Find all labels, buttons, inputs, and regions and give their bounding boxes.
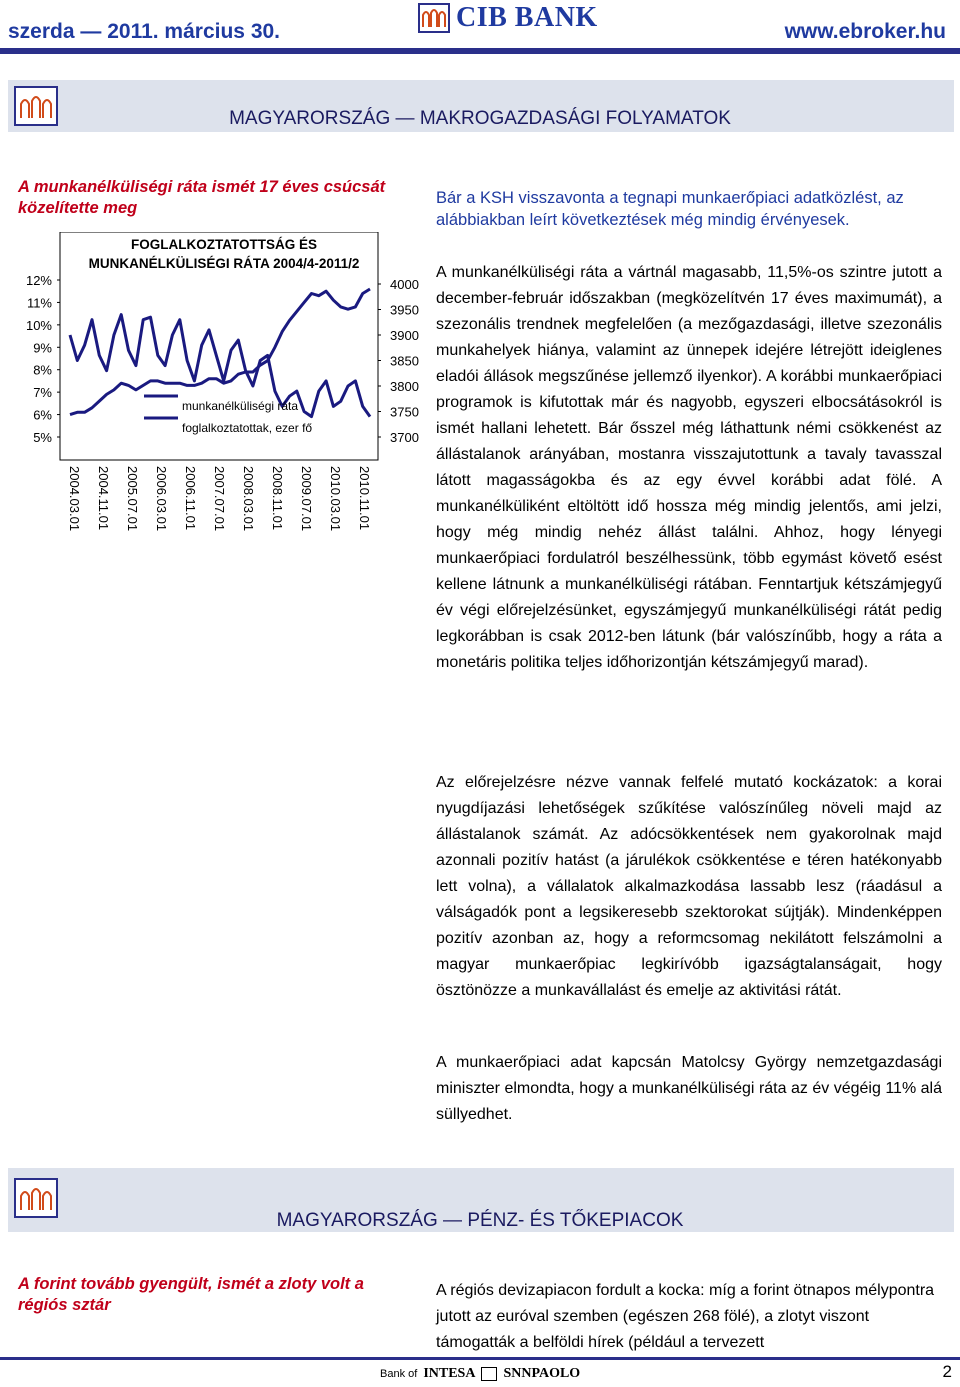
sanpaolo-icon [481,1367,497,1381]
left-axis-tick: 10% [25,317,52,333]
intesa-sanpaolo-logo [380,1366,580,1382]
x-axis-tick: 2005.07.01 [125,466,140,532]
side-heading-unemployment: A munkanélküliségi ráta ismét 17 éves csúcsát közelítette meg [18,178,386,217]
left-axis-tick: 5% [33,430,52,445]
body-paragraph-1: A munkanélküliségi ráta a vártnál magasabb, 11,5%-os szintre jutott a december-február időszakban (megközelítvén 17 éves maximumát), a szezonális trendnek megfelelően (a mezőgazdasági, illetve szezonális munkahelyek hiánya, valamint az ünnepek idejére létrejött ideiglenes eladói állások megszűnése jellemző ilyenkor). A korábbi munkaerőpiaci programok is kifutottak már és nagyobb, egyszeri elbocsátásokról is ismét hallani lehetett. Bár ősszel még láthattunk némi csökkenést az állástalanok arányában, mostanra visszajutottunk a tavaly tavasszal látott magasságokba és az egy évvel korábbi adat fölé. A munkanélküliként eltöltött idő hossza még mindig jelentős, ami jelzi, hogy még mindig nehéz állást találni. Ahhoz, hogy lényegi munkaerőpiaci fordulatról beszélhessünk, több egymást követő esést kellene látnunk a munkanélküliségi rátában. Fenntartjuk kétszámjegyű év végi előrejelzésünket, egyszámjegyű munkanélküliségi rátát pedig legkorábban is csak 2012-ben látunk (bár valószínűbb, hogy a ráta a monetáris politika teljes időhorizontján kétszámjegyű marad). [436,264,942,671]
chart-title-line1: FOGLALKOZTATOTTSÁG ÉS [131,237,317,252]
section-title-macro: MAGYARORSZÁG — MAKROGAZDASÁGI FOLYAMATOK [229,108,731,129]
intesa-label: INTESA [423,1366,476,1381]
right-axis-tick: 3850 [390,353,419,369]
x-axis-tick: 2004.03.01 [67,466,82,532]
legend-label-unemployment: munkanélküliségi ráta [182,399,299,413]
x-axis-tick: 2010.03.01 [328,466,343,532]
cib-logo-icon [418,3,450,33]
x-axis-tick: 2008.11.01 [270,466,285,531]
page-number: 2 [942,1362,952,1381]
bank-of-label: Bank of [380,1368,418,1380]
footer-rule [0,1357,960,1360]
right-axis-tick: 3750 [390,404,419,420]
left-axis-tick: 7% [33,385,52,401]
body-paragraph-markets: A régiós devizapiacon fordult a kocka: míg a forint ötnapos mélypontra jutott az euróval szemben (egészen 268 fölé), a zlotyt viszont támogatták a belföldi hírek (például a tervezett [436,1282,935,1351]
left-axis-tick: 12% [25,273,52,288]
right-axis-tick: 3800 [390,379,419,394]
section-title-markets: MAGYARORSZÁG — PÉNZ- ÉS TŐKEPIACOK [276,1210,684,1231]
x-axis-tick: 2006.11.01 [183,466,198,531]
chart-title-line2: MUNKANÉLKÜLISÉGI RÁTA 2004/4-2011/2 [88,256,360,271]
legend-label-employment: foglalkoztatottak, ezer fő [182,421,313,435]
x-axis-tick: 2010.11.01 [357,466,372,531]
legend [144,396,312,435]
side-heading-forint: A forint tovább gyengült, ismét a zloty volt a régiós sztár [18,1275,364,1314]
employment-unemployment-chart [0,232,420,532]
body-paragraph-2: Az előrejelzésre nézve vannak felfelé mutató kockázatok: a korai nyugdíjazási lehetőségek szűkítése valószínűleg növeli majd az állástalanok számát. Az adócsökkentések nem gyakorolnak majd azonnali pozitív hatást (a járulékok csökkentése e téren hatékonyabb lett volna), a vállalatok alkalmazkodása lassabb lesz (ráadásul a válságadók pont a legsikeresebb szektorokat sújtják). Mindenképpen pozitív azonban az, hogy a reformcsomag nekilátott felszámolni a magyar munkaerőpiac legkirívóbb igazságtalanságait, hogy ösztönözze a munkavállalást és emelje az aktivitási rátát. [436,774,942,999]
x-axis-tick: 2008.03.01 [241,466,256,532]
header-date: szerda — 2011. március 30. [8,20,281,43]
right-axis-tick: 3900 [390,328,419,343]
left-axis-tick: 6% [33,407,52,423]
left-axis-tick: 11% [26,295,52,311]
x-axis-tick: 2004.11.01 [96,466,111,531]
cib-bank-logo [418,2,598,34]
body-paragraph-3: A munkaerőpiaci adat kapcsán Matolcsy György nemzetgazdasági miniszter elmondta, hogy a munkanélküliségi ráta az év végéig 11% alá süllyedhet. [436,1054,942,1123]
right-axis-tick: 3700 [390,430,419,445]
series-line-unemployment [70,289,370,415]
x-axis-tick: 2007.07.01 [212,466,227,532]
sanpaolo-label: SNNPAOLO [503,1366,581,1381]
header-url[interactable]: www.ebroker.hu [784,20,946,43]
bank-name: CIB BANK [456,2,598,33]
intro-paragraph: Bár a KSH visszavonta a tegnapi munkaerőpiaci adatközlést, az alábbiakban leírt következtések még mindig érvényesek. [436,189,904,229]
left-axis-tick: 9% [33,340,52,356]
header-rule [0,48,960,54]
x-axis-tick: 2009.07.01 [299,466,314,532]
right-axis-tick: 4000 [390,277,419,292]
left-axis-tick: 8% [33,362,52,378]
x-axis-tick: 2006.03.01 [154,466,169,532]
right-axis-tick: 3950 [390,302,419,318]
